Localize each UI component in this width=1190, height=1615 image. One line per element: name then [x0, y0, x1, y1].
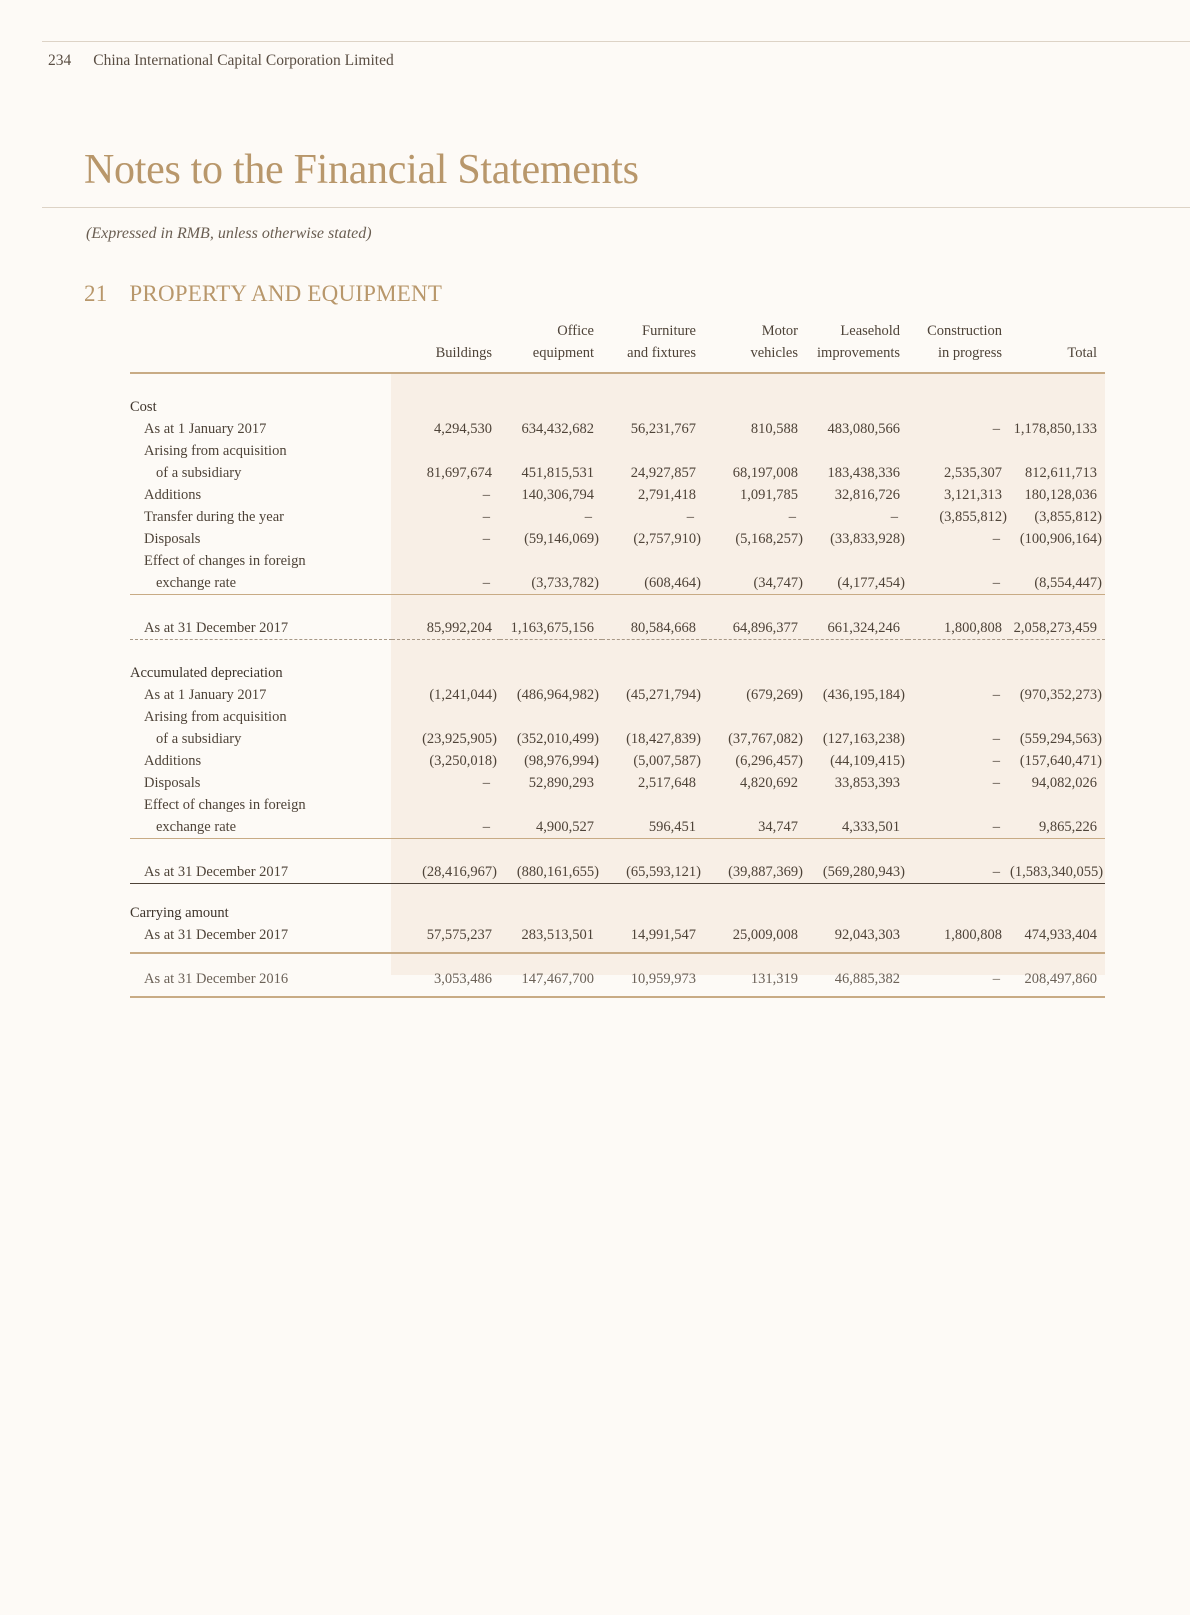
- cell-furniture-fixtures: (45,271,794): [626, 687, 701, 703]
- cell-leasehold-improvements: 46,885,382: [834, 971, 900, 987]
- cell-total: 1,178,850,133: [1013, 421, 1097, 437]
- header-rule: [42, 41, 1190, 42]
- cell-construction-in-progress: (3,855,812): [939, 509, 1007, 525]
- cell-office-equipment: (3,733,782): [531, 575, 599, 591]
- cell-buildings: 81,697,674: [426, 465, 492, 481]
- group-label: Carrying amount: [130, 905, 229, 921]
- cell-construction-in-progress: –: [992, 731, 1000, 747]
- header-cell: [392, 320, 500, 342]
- row-label: Effect of changes in foreign: [144, 553, 306, 569]
- cell-construction-in-progress: 3,121,313: [944, 487, 1002, 503]
- total-row: [130, 924, 1105, 953]
- cell-construction-in-progress: –: [992, 971, 1000, 987]
- cell-office-equipment: 283,513,501: [521, 927, 594, 943]
- cell-motor-vehicles: 4,820,692: [740, 775, 798, 791]
- cell-furniture-fixtures: 80,584,668: [602, 617, 704, 640]
- cell-buildings: –: [482, 487, 490, 503]
- table-row: [130, 462, 1105, 484]
- row-label: As at 31 December 2017: [130, 861, 392, 884]
- row-label: Effect of changes in foreign: [144, 797, 306, 813]
- table-row: [130, 506, 1105, 528]
- cell-total: 208,497,860: [1024, 971, 1097, 987]
- cell-construction-in-progress: –: [992, 531, 1000, 547]
- cell-furniture-fixtures: 10,959,973: [630, 971, 696, 987]
- cell-buildings: (1,241,044): [429, 687, 497, 703]
- cell-office-equipment: (880,161,655): [500, 861, 602, 884]
- cell-buildings: –: [482, 509, 490, 525]
- header-cell: Motor: [761, 323, 798, 339]
- table-row-label-only: [130, 794, 1105, 816]
- cell-leasehold-improvements: –: [890, 509, 898, 525]
- cell-furniture-fixtures: 2,517,648: [638, 775, 696, 791]
- header-cell: Office: [557, 323, 594, 339]
- cell-office-equipment: (98,976,994): [524, 753, 599, 769]
- row-label: exchange rate: [156, 819, 237, 835]
- cell-furniture-fixtures: –: [686, 509, 694, 525]
- cell-furniture-fixtures: (65,593,121): [602, 861, 704, 884]
- cell-leasehold-improvements: 32,816,726: [834, 487, 900, 503]
- cell-motor-vehicles: 810,588: [750, 421, 798, 437]
- cell-leasehold-improvements: (33,833,928): [830, 531, 905, 547]
- cell-total: (970,352,273): [1019, 687, 1102, 703]
- cell-construction-in-progress: –: [992, 687, 1000, 703]
- currency-note: (Expressed in RMB, unless otherwise stated): [86, 225, 372, 242]
- cell-construction-in-progress: –: [992, 575, 1000, 591]
- cell-leasehold-improvements: 483,080,566: [827, 421, 900, 437]
- cell-leasehold-improvements: (436,195,184): [822, 687, 905, 703]
- cell-motor-vehicles: (679,269): [746, 687, 803, 703]
- cell-total: (3,855,812): [1034, 509, 1102, 525]
- cell-office-equipment: 140,306,794: [521, 487, 594, 503]
- row-label: Additions: [144, 487, 202, 503]
- section-title: PROPERTY AND EQUIPMENT: [129, 281, 443, 306]
- cell-construction-in-progress: –: [992, 753, 1000, 769]
- cell-motor-vehicles: (39,887,369): [704, 861, 806, 884]
- running-header: [48, 52, 394, 70]
- cell-furniture-fixtures: 14,991,547: [630, 927, 696, 943]
- cell-total: 474,933,404: [1024, 927, 1097, 943]
- group-label: Cost: [130, 399, 157, 415]
- table-row-label-only: [130, 550, 1105, 572]
- cell-total: (157,640,471): [1019, 753, 1102, 769]
- cell-total: (8,554,447): [1034, 575, 1102, 591]
- section-heading: [84, 281, 442, 307]
- cell-office-equipment: 451,815,531: [521, 465, 594, 481]
- table-header: [130, 320, 1105, 373]
- table-row: [130, 418, 1105, 440]
- table-body: [130, 373, 1105, 997]
- header-cell-label: [130, 320, 392, 342]
- cell-total: 180,128,036: [1024, 487, 1097, 503]
- table-row: [130, 484, 1105, 506]
- cell-furniture-fixtures: (2,757,910): [633, 531, 701, 547]
- row-label: of a subsidiary: [156, 731, 242, 747]
- cell-total: 2,058,273,459: [1010, 617, 1105, 640]
- cell-motor-vehicles: 68,197,008: [732, 465, 798, 481]
- page-title: Notes to the Financial Statements: [84, 147, 639, 193]
- cell-total: (559,294,563): [1019, 731, 1102, 747]
- table-row: [130, 816, 1105, 839]
- header-cell: [1010, 320, 1105, 342]
- cell-motor-vehicles: 131,319: [750, 971, 798, 987]
- cell-buildings: –: [482, 531, 490, 547]
- cell-leasehold-improvements: 183,438,336: [827, 465, 900, 481]
- cell-total: (1,583,340,055): [1010, 861, 1105, 884]
- group-label: Accumulated depreciation: [130, 665, 283, 681]
- cell-leasehold-improvements: 661,324,246: [806, 617, 908, 640]
- company-name: China International Capital Corporation Limited: [93, 52, 394, 69]
- row-label: Arising from acquisition: [144, 709, 287, 725]
- cell-motor-vehicles: 34,747: [758, 819, 798, 835]
- header-cell: Buildings: [435, 345, 492, 361]
- cell-motor-vehicles: 1,091,785: [740, 487, 798, 503]
- cell-buildings: –: [482, 575, 490, 591]
- cell-motor-vehicles: (37,767,082): [728, 731, 803, 747]
- property-equipment-table: [130, 320, 1105, 998]
- cell-furniture-fixtures: (5,007,587): [633, 753, 701, 769]
- table-row: [130, 750, 1105, 772]
- table-row: [130, 728, 1105, 750]
- table-row: [130, 684, 1105, 706]
- cell-furniture-fixtures: (608,464): [644, 575, 701, 591]
- header-cell: and fixtures: [627, 345, 696, 361]
- header-cell: Construction: [927, 323, 1002, 339]
- cell-construction-in-progress: –: [992, 819, 1000, 835]
- cell-office-equipment: 1,163,675,156: [500, 617, 602, 640]
- cell-furniture-fixtures: (18,427,839): [626, 731, 701, 747]
- cell-construction-in-progress: 1,800,808: [908, 617, 1010, 640]
- cell-furniture-fixtures: 596,451: [648, 819, 696, 835]
- header-cell: Furniture: [642, 323, 696, 339]
- group-heading-cost: [130, 396, 1105, 418]
- row-label: of a subsidiary: [156, 465, 242, 481]
- header-cell: improvements: [817, 345, 900, 361]
- header-cell-label: [130, 342, 392, 373]
- page-number: 234: [48, 52, 72, 69]
- cell-construction-in-progress: 2,535,307: [944, 465, 1002, 481]
- cell-buildings: (28,416,967): [392, 861, 500, 884]
- cell-furniture-fixtures: 56,231,767: [630, 421, 696, 437]
- cell-office-equipment: –: [584, 509, 592, 525]
- cell-total: 812,611,713: [1025, 465, 1097, 481]
- cell-construction-in-progress: –: [908, 861, 1010, 884]
- cell-buildings: 4,294,530: [434, 421, 492, 437]
- cell-motor-vehicles: (34,747): [753, 575, 803, 591]
- cell-construction-in-progress: 1,800,808: [944, 927, 1002, 943]
- cell-motor-vehicles: 25,009,008: [732, 927, 798, 943]
- subtotal-row: [130, 861, 1105, 884]
- cell-leasehold-improvements: (127,163,238): [822, 731, 905, 747]
- header-cell: Total: [1067, 345, 1097, 361]
- cell-total: (100,906,164): [1019, 531, 1102, 547]
- row-label: exchange rate: [156, 575, 237, 591]
- row-label: Arising from acquisition: [144, 443, 287, 459]
- header-cell: vehicles: [750, 345, 798, 361]
- cell-office-equipment: 52,890,293: [528, 775, 594, 791]
- cell-total: 9,865,226: [1039, 819, 1097, 835]
- row-label: Disposals: [144, 775, 201, 791]
- header-cell: Leasehold: [840, 323, 900, 339]
- row-label: Additions: [144, 753, 202, 769]
- row-label: Transfer during the year: [144, 509, 284, 525]
- cell-buildings: –: [482, 819, 490, 835]
- header-cell: in progress: [937, 345, 1002, 361]
- cell-buildings: 3,053,486: [434, 971, 492, 987]
- row-label: As at 1 January 2017: [144, 687, 267, 703]
- cell-leasehold-improvements: (4,177,454): [837, 575, 905, 591]
- cell-office-equipment: 147,467,700: [521, 971, 594, 987]
- row-label: As at 31 December 2017: [144, 927, 289, 943]
- cell-leasehold-improvements: 33,853,393: [834, 775, 900, 791]
- title-rule: [42, 207, 1190, 208]
- cell-office-equipment: (486,964,982): [516, 687, 599, 703]
- cell-leasehold-improvements: 4,333,501: [842, 819, 900, 835]
- cell-motor-vehicles: –: [788, 509, 796, 525]
- group-heading-carrying: [130, 902, 1105, 924]
- prior-year-row: [130, 968, 1105, 997]
- group-heading-depreciation: [130, 662, 1105, 684]
- cell-motor-vehicles: (6,296,457): [735, 753, 803, 769]
- section-number: 21: [84, 281, 108, 306]
- subtotal-row: [130, 617, 1105, 640]
- table-row-label-only: [130, 706, 1105, 728]
- property-equipment-table-wrapper: [130, 320, 1105, 998]
- table-row: [130, 772, 1105, 794]
- cell-office-equipment: (59,146,069): [524, 531, 599, 547]
- cell-buildings: (3,250,018): [429, 753, 497, 769]
- cell-furniture-fixtures: 24,927,857: [630, 465, 696, 481]
- cell-total: 94,082,026: [1031, 775, 1097, 791]
- cell-buildings: 57,575,237: [426, 927, 492, 943]
- cell-office-equipment: (352,010,499): [516, 731, 599, 747]
- cell-motor-vehicles: 64,896,377: [704, 617, 806, 640]
- cell-buildings: –: [482, 775, 490, 791]
- cell-office-equipment: 634,432,682: [521, 421, 594, 437]
- table-row: [130, 528, 1105, 550]
- cell-leasehold-improvements: (569,280,943): [806, 861, 908, 884]
- cell-leasehold-improvements: (44,109,415): [830, 753, 905, 769]
- cell-buildings: 85,992,204: [392, 617, 500, 640]
- table-row-label-only: [130, 440, 1105, 462]
- cell-motor-vehicles: (5,168,257): [735, 531, 803, 547]
- cell-furniture-fixtures: 2,791,418: [638, 487, 696, 503]
- table-row: [130, 572, 1105, 595]
- cell-leasehold-improvements: 92,043,303: [834, 927, 900, 943]
- cell-construction-in-progress: –: [992, 421, 1000, 437]
- cell-office-equipment: 4,900,527: [536, 819, 594, 835]
- header-cell: equipment: [532, 345, 594, 361]
- row-label: As at 31 December 2017: [130, 617, 392, 640]
- row-label: As at 31 December 2016: [144, 971, 289, 987]
- row-label: Disposals: [144, 531, 201, 547]
- cell-buildings: (23,925,905): [422, 731, 497, 747]
- cell-construction-in-progress: –: [992, 775, 1000, 791]
- row-label: As at 1 January 2017: [144, 421, 267, 437]
